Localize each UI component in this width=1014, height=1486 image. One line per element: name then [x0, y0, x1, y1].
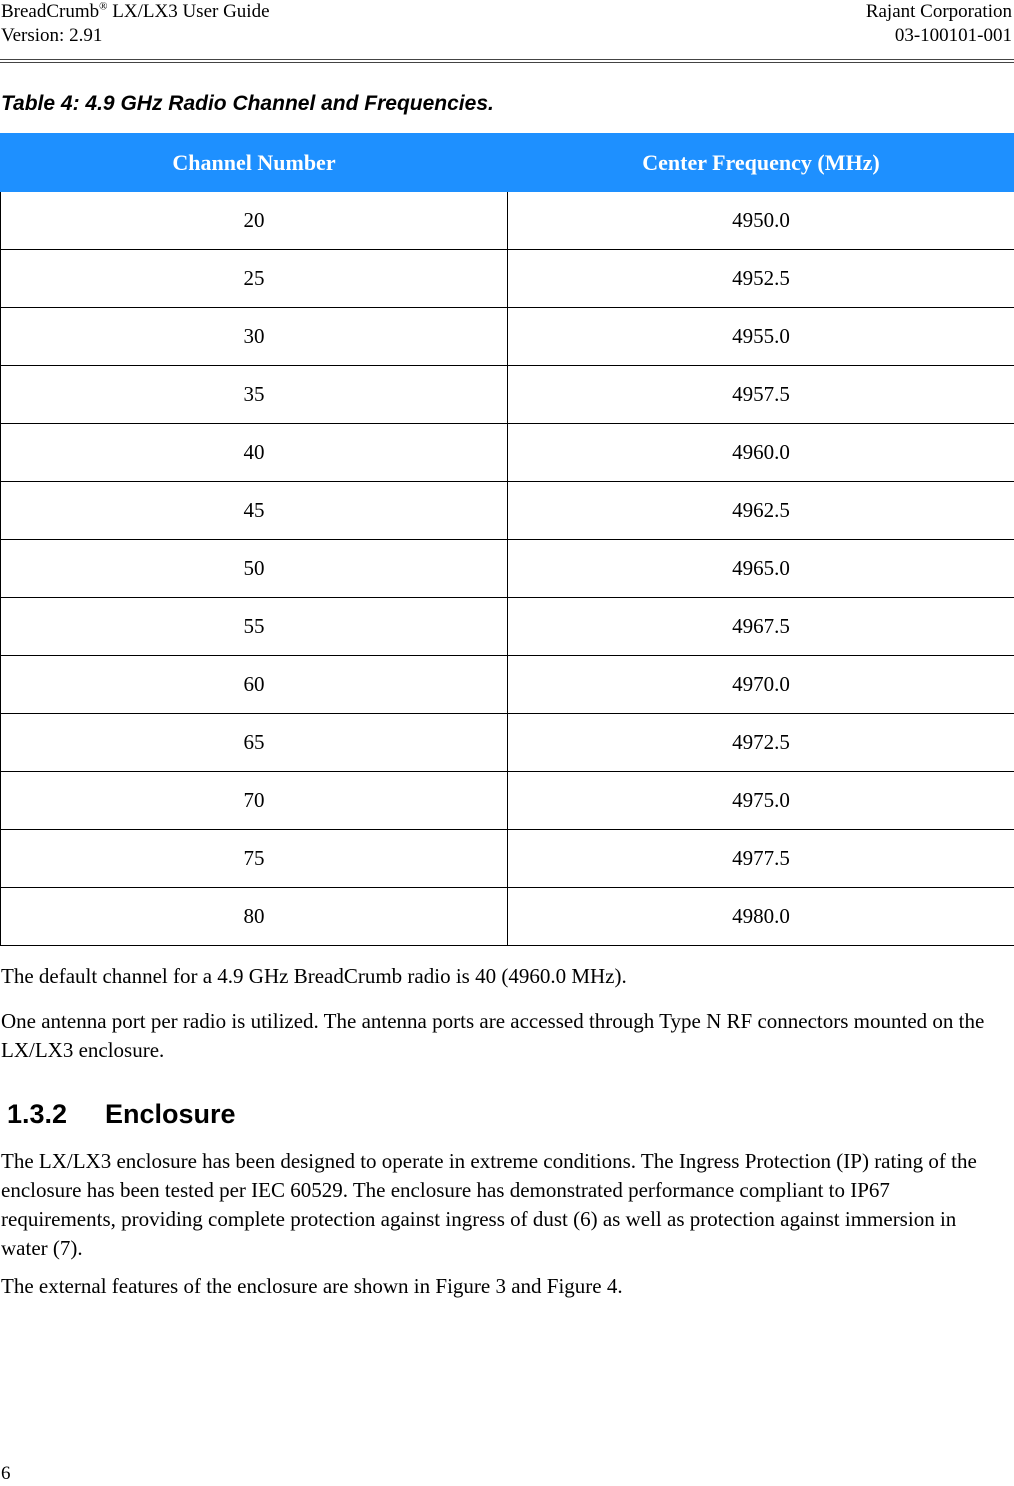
table-row	[1, 598, 1014, 656]
section-title: Enclosure	[105, 1099, 236, 1129]
channel-frequency-table	[0, 133, 1014, 946]
paragraph-enclosure: The LX/LX3 enclosure has been designed to operate in extreme conditions. The Ingress Protection (IP) rating of the enclosure has been tested per IEC 60529. The enclosure has demonstrated performance compliant to IP67 requirements, providing complete protection against ingress of dust (6) as well as protection against immersion in water (7).	[1, 1149, 977, 1260]
channel-number-cell: 60	[1, 656, 508, 714]
channel-number-cell: 45	[1, 482, 508, 540]
table-row	[1, 192, 1014, 250]
channel-number-cell: 35	[1, 366, 508, 424]
table-row	[1, 250, 1014, 308]
document-number: 03-100101-001	[894, 25, 1012, 46]
channel-number-cell: 65	[1, 714, 508, 772]
channel-number-cell: 25	[1, 250, 508, 308]
table-row	[1, 540, 1014, 598]
table-row	[1, 482, 1014, 540]
center-frequency-cell: 4967.5	[508, 598, 1014, 656]
center-frequency-cell: 4972.5	[508, 714, 1014, 772]
channel-number-cell: 50	[1, 540, 508, 598]
channel-number-cell: 30	[1, 308, 508, 366]
table-row	[1, 424, 1014, 482]
channel-number-cell: 40	[1, 424, 508, 482]
center-frequency-cell: 4965.0	[508, 540, 1014, 598]
header-rule-secondary	[0, 62, 1014, 63]
table-row	[1, 656, 1014, 714]
table-row	[1, 308, 1014, 366]
page-header	[0, 0, 1014, 60]
center-frequency-cell: 4950.0	[508, 192, 1014, 250]
section-heading	[7, 1099, 236, 1130]
center-frequency-cell: 4975.0	[508, 772, 1014, 830]
table-row	[1, 830, 1014, 888]
section-number: 1.3.2	[7, 1099, 68, 1129]
header-right	[866, 0, 1012, 48]
center-frequency-cell: 4970.0	[508, 656, 1014, 714]
page-number: 6	[1, 1463, 11, 1484]
header-rule	[0, 59, 1014, 60]
center-frequency-cell: 4962.5	[508, 482, 1014, 540]
channel-number-cell: 80	[1, 888, 508, 946]
table-header-row	[1, 134, 1014, 192]
table-row	[1, 714, 1014, 772]
company-name: Rajant Corporation	[865, 1, 1012, 22]
table-caption: Table 4: 4.9 GHz Radio Channel and Frequencies.	[1, 92, 494, 115]
center-frequency-cell: 4977.5	[508, 830, 1014, 888]
paragraph-features: The external features of the enclosure are shown in Figure 3 and Figure 4.	[1, 1274, 623, 1298]
table-row	[1, 366, 1014, 424]
column-header-channel: Channel Number	[1, 134, 508, 192]
registered-mark: ®	[99, 0, 108, 13]
paragraph-default-channel: The default channel for a 4.9 GHz BreadCrumb radio is 40 (4960.0 MHz).	[1, 964, 627, 988]
channel-number-cell: 55	[1, 598, 508, 656]
table-body	[1, 192, 1014, 946]
table-row	[1, 772, 1014, 830]
channel-number-cell: 70	[1, 772, 508, 830]
center-frequency-cell: 4980.0	[508, 888, 1014, 946]
center-frequency-cell: 4957.5	[508, 366, 1014, 424]
channel-number-cell: 20	[1, 192, 508, 250]
center-frequency-cell: 4955.0	[508, 308, 1014, 366]
column-header-frequency: Center Frequency (MHz)	[508, 134, 1014, 192]
center-frequency-cell: 4952.5	[508, 250, 1014, 308]
document-version: Version: 2.91	[1, 25, 103, 46]
channel-number-cell: 75	[1, 830, 508, 888]
document-title: BreadCrumb® LX/LX3 User Guide	[1, 0, 270, 22]
header-left	[1, 0, 270, 48]
center-frequency-cell: 4960.0	[508, 424, 1014, 482]
paragraph-antenna: One antenna port per radio is utilized. The antenna ports are accessed through Type N RF connectors mounted on the LX/LX3 enclosure.	[1, 1009, 985, 1062]
table-row	[1, 888, 1014, 946]
